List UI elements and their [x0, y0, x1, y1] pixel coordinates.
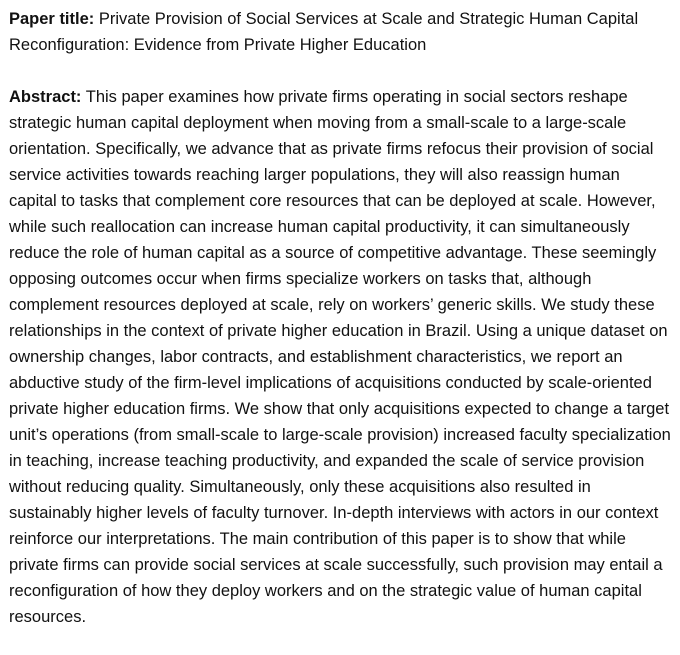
paper-title-block	[9, 6, 672, 58]
abstract-block	[9, 84, 672, 630]
abstract-label: Abstract:	[9, 88, 82, 106]
paper-title-label: Paper title:	[9, 10, 95, 28]
abstract-text: This paper examines how private firms operating in social sectors reshape strategic human capital deployment when moving from a small-scale to a large-scale orientation. Specifically, we advance that as private firms refocus their provision of social service activities towards reaching larger populations, they will also reassign human capital to tasks that complement core resources that can be deployed at scale. However, while such reallocation can increase human capital productivity, it can simultaneously reduce the role of human capital as a source of competitive advantage. These seemingly opposing outcomes occur when firms specialize workers on tasks that, although complement resources deployed at scale, rely on workers’ generic skills. We study these relationships in the context of private higher education in Brazil. Using a unique dataset on ownership changes, labor contracts, and establishment characteristics, we report an abductive study of the firm-level implications of acquisitions conducted by scale-oriented private higher education firms. We show that only acquisitions expected to change a target unit’s operations (from small-scale to large-scale provision) increased faculty specialization in teaching, increase teaching productivity, and expanded the scale of service provision without reducing quality. Simultaneously, only these acquisitions also resulted in sustainably higher levels of faculty turnover. In-depth interviews with actors in our context reinforce our interpretations. The main contribution of this paper is to show that while private firms can provide social services at scale successfully, such provision may entail a reconfiguration of how they deploy workers and on the strategic value of human capital resources.	[9, 88, 671, 626]
paper-title: Private Provision of Social Services at Scale and Strategic Human Capital Reconfiguration: Evidence from Private Higher Education	[9, 10, 639, 54]
